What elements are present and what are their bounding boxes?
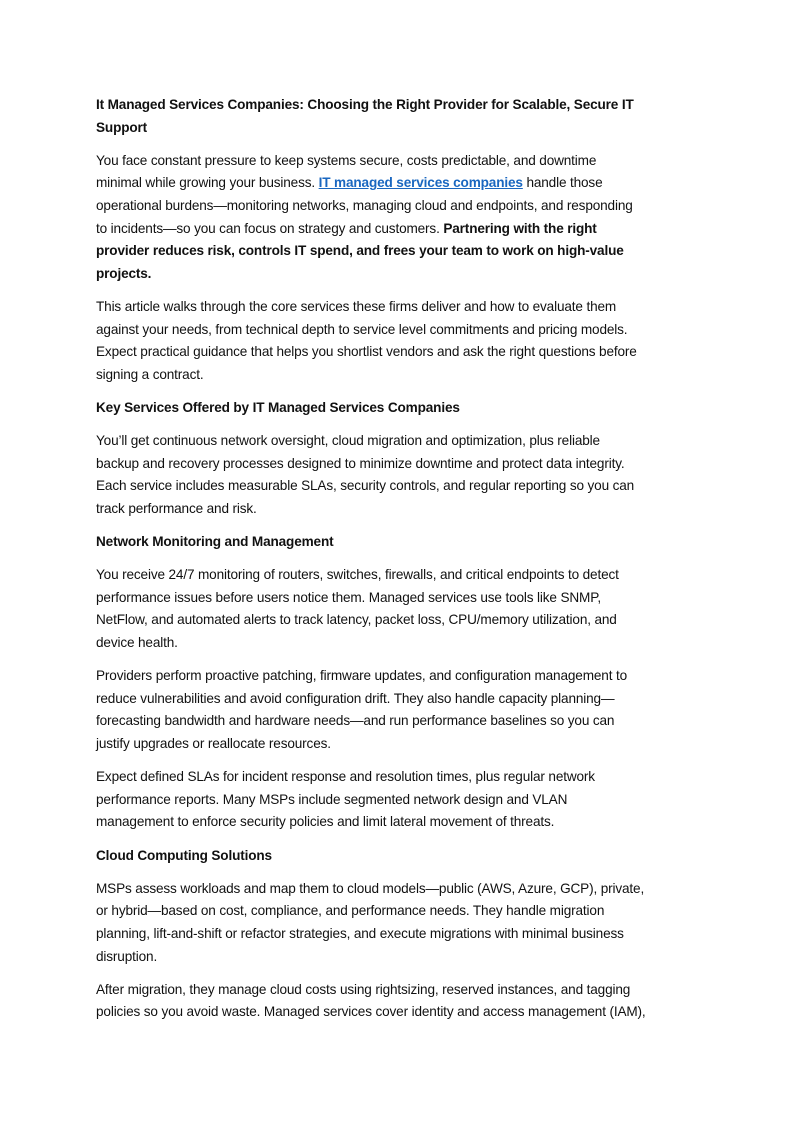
text-span: handle those xyxy=(522,175,603,191)
document-page xyxy=(96,94,716,1035)
text-line xyxy=(96,564,716,587)
text-span: You’ll get continuous network oversight, cloud migration and optimization, plus reliable xyxy=(96,433,600,449)
text-span: performance issues before users notice them. Managed services use tools like SNMP, xyxy=(96,589,602,605)
section-heading xyxy=(96,845,716,868)
text-span: justify upgrades or reallocate resources. xyxy=(96,736,331,751)
text-line xyxy=(96,263,716,286)
text-span: backup and recovery processes designed to minimize downtime and protect data integrity. xyxy=(96,455,625,471)
section-heading xyxy=(96,531,716,554)
text-line xyxy=(96,710,716,733)
text-line xyxy=(96,587,716,610)
text-line xyxy=(96,240,716,263)
text-line xyxy=(96,218,716,241)
bold-text: Key Services Offered by IT Managed Services Companies xyxy=(96,399,460,415)
text-line xyxy=(96,688,716,711)
text-line xyxy=(96,453,716,476)
text-span: After migration, they manage cloud costs using rightsizing, reserved instances, and tagging xyxy=(96,981,631,997)
text-span: You receive 24/7 monitoring of routers, switches, firewalls, and critical endpoints to detect xyxy=(96,567,619,583)
text-span: Providers perform proactive patching, firmware updates, and configuration management to xyxy=(96,668,627,684)
paragraph xyxy=(96,979,716,1024)
text-line xyxy=(96,878,716,901)
text-line xyxy=(96,117,716,140)
text-line xyxy=(96,733,716,756)
text-span: NetFlow, and automated alerts to track latency, packet loss, CPU/memory utilization, and xyxy=(96,612,617,628)
bold-text: Support xyxy=(96,119,148,135)
text-line xyxy=(96,430,716,453)
section-heading xyxy=(96,397,716,420)
text-span: Expect practical guidance that helps you shortlist vendors and ask the right questions before xyxy=(96,344,637,360)
text-line xyxy=(96,789,716,812)
bold-text: Network Monitoring and Management xyxy=(96,534,334,550)
inline-link[interactable]: IT managed services companies xyxy=(318,175,523,191)
text-span: Each service includes measurable SLAs, security controls, and regular reporting so you can xyxy=(96,478,635,494)
text-line xyxy=(96,665,716,688)
text-line xyxy=(96,364,716,387)
text-line xyxy=(96,498,716,521)
text-line xyxy=(96,94,716,117)
text-line xyxy=(96,319,716,342)
bold-text: Cloud Computing Solutions xyxy=(96,847,272,863)
text-line xyxy=(96,766,716,789)
text-span: disruption. xyxy=(96,948,158,964)
text-line xyxy=(96,172,716,195)
text-line xyxy=(96,296,716,319)
paragraph xyxy=(96,430,716,520)
text-span: to incidents—so you can focus on strategy and customers. xyxy=(96,220,444,236)
paragraph xyxy=(96,665,716,755)
text-line xyxy=(96,900,716,923)
text-span: against your needs, from technical depth to service level commitments and pricing models. xyxy=(96,321,628,337)
text-line xyxy=(96,475,716,498)
bold-text: Partnering with the right xyxy=(443,220,597,236)
text-span: Expect defined SLAs for incident response and resolution times, plus regular network xyxy=(96,769,595,785)
text-span: reduce vulnerabilities and avoid configuration drift. They also handle capacity planning— xyxy=(96,690,615,706)
text-line xyxy=(96,1001,716,1024)
bold-text: projects. xyxy=(96,265,152,281)
text-span: or hybrid—based on cost, compliance, and performance needs. They handle migration xyxy=(96,903,605,919)
text-line xyxy=(96,946,716,969)
text-line xyxy=(96,811,716,834)
section-heading xyxy=(96,94,716,139)
text-span: device health. xyxy=(96,635,178,651)
text-line xyxy=(96,195,716,218)
bold-text: provider reduces risk, controls IT spend, and frees your team to work on high-value xyxy=(96,243,624,259)
text-line xyxy=(96,531,716,554)
text-span: This article walks through the core services these firms deliver and how to evaluate them xyxy=(96,298,617,314)
text-span: management to enforce security policies and limit lateral movement of threats. xyxy=(96,814,555,830)
text-line xyxy=(96,979,716,1002)
paragraph xyxy=(96,766,716,834)
text-span: signing a contract. xyxy=(96,366,204,382)
text-line xyxy=(96,150,716,173)
bold-text: It Managed Services Companies: Choosing the Right Provider for Scalable, Secure IT xyxy=(96,97,634,112)
text-span: You face constant pressure to keep systems secure, costs predictable, and downtime xyxy=(96,152,597,168)
text-line xyxy=(96,341,716,364)
text-span: policies so you avoid waste. Managed services cover identity and access management (IAM), xyxy=(96,1004,646,1020)
text-span: operational burdens—monitoring networks, managing cloud and endpoints, and responding xyxy=(96,197,633,213)
text-span: forecasting bandwidth and hardware needs—and run performance baselines so you can xyxy=(96,713,615,729)
text-line xyxy=(96,923,716,946)
text-line xyxy=(96,609,716,632)
paragraph xyxy=(96,150,716,286)
text-line xyxy=(96,632,716,655)
text-span: MSPs assess workloads and map them to cloud models—public (AWS, Azure, GCP), private, xyxy=(96,880,645,896)
paragraph xyxy=(96,296,716,386)
text-line xyxy=(96,845,716,868)
paragraph xyxy=(96,564,716,654)
text-span: minimal while growing your business. xyxy=(96,175,319,191)
text-line xyxy=(96,397,716,420)
text-span: planning, lift-and-shift or refactor strategies, and execute migrations with minimal business xyxy=(96,925,624,941)
text-span: track performance and risk. xyxy=(96,500,257,516)
paragraph xyxy=(96,878,716,968)
text-span: performance reports. Many MSPs include segmented network design and VLAN xyxy=(96,791,568,807)
